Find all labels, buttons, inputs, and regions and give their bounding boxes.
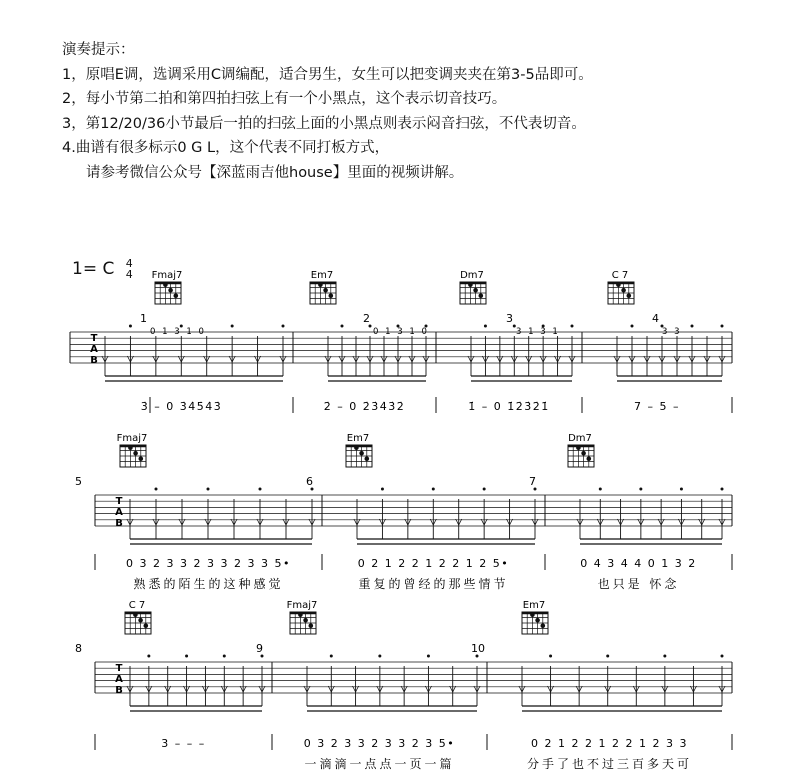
- lyric-line: 分手了也不过三百多天可: [526, 757, 693, 771]
- chord-finger-dot: [468, 282, 473, 287]
- measure-number: 1: [140, 312, 147, 325]
- measure-number: 5: [75, 475, 82, 488]
- mute-dot: [155, 488, 158, 491]
- mute-dot: [721, 325, 724, 328]
- measure-number: 3: [506, 312, 513, 325]
- tab-clef-letter: A: [115, 507, 123, 518]
- chord-finger-dot: [627, 293, 632, 298]
- mute-dot: [129, 325, 132, 328]
- chord-name: C 7: [128, 600, 146, 611]
- tab-clef-letter: B: [115, 685, 123, 696]
- mute-dot: [432, 488, 435, 491]
- lyric-line: 重复的曾经的那些情节: [358, 577, 509, 591]
- mute-dot: [207, 488, 210, 491]
- chord-name: Em7: [346, 433, 370, 444]
- chord-finger-dot: [298, 612, 303, 617]
- jianpu-notation: 0 2 1 2 2 1 2 2 1 2 3 3: [531, 737, 688, 750]
- mute-dot: [663, 655, 666, 658]
- chord-finger-dot: [354, 445, 359, 450]
- chord-finger-dot: [128, 445, 133, 450]
- chord-finger-dot: [139, 456, 144, 461]
- chord-finger-dot: [616, 282, 621, 287]
- mute-dot: [185, 655, 188, 658]
- chord-finger-dot: [479, 293, 484, 298]
- mute-dot: [369, 325, 372, 328]
- mute-dot: [549, 655, 552, 658]
- note-line-4: 4.曲谱有很多标示0 G L，这个代表不同打板方式，: [62, 140, 390, 157]
- chord-finger-dot: [329, 293, 334, 298]
- mute-dot: [147, 655, 150, 658]
- mute-dot: [691, 325, 694, 328]
- chord-finger-dot: [581, 451, 586, 456]
- chord-name: C 7: [611, 270, 629, 281]
- chord-finger-dot: [144, 623, 149, 628]
- chord-finger-dot: [365, 456, 370, 461]
- note-line-5: 请参考微信公众号【深蓝雨吉他house】里面的视频讲解。: [86, 164, 464, 181]
- mute-dot: [259, 488, 262, 491]
- chord-name: Fmaj7: [286, 600, 318, 611]
- chord-finger-dot: [168, 288, 173, 293]
- notes-heading: 演奏提示：: [62, 42, 135, 58]
- measure-number: 2: [363, 312, 370, 325]
- lyric-line: 熟悉的陌生的这种感觉: [133, 577, 284, 591]
- jianpu-notation: 0 3 2 3 3 2 3 3 2 3 5•: [303, 737, 456, 750]
- mute-dot: [231, 325, 234, 328]
- note-line-2: 2，每小节第二拍和第四拍扫弦上有一个小黑点，这个表示切音技巧。: [62, 91, 507, 108]
- measure-number: 10: [471, 642, 485, 655]
- tab-fret-numbers: 0 1 3 1 0: [150, 327, 206, 337]
- mute-dot: [378, 655, 381, 658]
- time-bottom: 4: [125, 268, 133, 281]
- jianpu-notation: 0 4 3 4 4 0 1 3 2: [580, 557, 697, 570]
- tab-clef-letter: B: [90, 355, 98, 366]
- chord-finger-dot: [138, 618, 143, 623]
- note-line-3: 3，第12/20/36小节最后一拍的扫弦上面的小黑点则表示闷音扫弦，不代表切音。: [62, 115, 586, 132]
- mute-dot: [341, 325, 344, 328]
- mute-dot: [484, 325, 487, 328]
- chord-name: Em7: [310, 270, 334, 281]
- tab-fret-numbers: 0 1 3 1 0: [373, 327, 429, 337]
- mute-dot: [599, 488, 602, 491]
- chord-finger-dot: [473, 288, 478, 293]
- chord-finger-dot: [303, 618, 308, 623]
- chord-finger-dot: [587, 456, 592, 461]
- mute-dot: [571, 325, 574, 328]
- chord-name: Em7: [522, 600, 546, 611]
- chord-finger-dot: [133, 612, 138, 617]
- chord-finger-dot: [174, 293, 179, 298]
- measure-number: 6: [306, 475, 313, 488]
- jianpu-notation: 3̇ – 0 3̇4̇5̇4̇3̇: [140, 400, 223, 413]
- mute-dot: [631, 325, 634, 328]
- mute-dot: [381, 488, 384, 491]
- tab-clef-letter: T: [115, 496, 123, 507]
- chord-finger-dot: [309, 623, 314, 628]
- tab-clef-letter: B: [115, 518, 123, 529]
- chord-finger-dot: [318, 282, 323, 287]
- measure-number: 7: [529, 475, 536, 488]
- chord-finger-dot: [530, 612, 535, 617]
- tab-clef-letter: T: [115, 663, 123, 674]
- chord-finger-dot: [133, 451, 138, 456]
- jianpu-notation: 0 2 1 2 2 1 2 2 1 2 5•: [357, 557, 510, 570]
- jianpu-notation: 1̇ – 0 1̇2̇3̇2̇1̇: [468, 400, 550, 413]
- measure-number: 8: [75, 642, 82, 655]
- jianpu-notation: 0 3 2 3 3 2 3 3 2 3 3 5•: [126, 557, 291, 570]
- measure-number: 4: [652, 312, 659, 325]
- chord-name: Fmaj7: [151, 270, 183, 281]
- jianpu-notation: 3 – – –: [161, 737, 206, 750]
- lyric-line: 也只是 怀念: [597, 577, 680, 591]
- chord-name: Dm7: [568, 433, 592, 444]
- mute-dot: [606, 655, 609, 658]
- jianpu-notation: 2̇ – 0 2̇3̇4̇3̇2̇: [323, 400, 406, 413]
- note-line-1: 1，原唱E调，选调采用C调编配，适合男生，女生可以把变调夹夹在第3-5品即可。: [62, 66, 593, 83]
- chord-finger-dot: [621, 288, 626, 293]
- chord-name: Dm7: [460, 270, 484, 281]
- mute-dot: [282, 325, 285, 328]
- tab-fret-numbers: 3 3: [662, 327, 682, 337]
- mute-dot: [721, 488, 724, 491]
- measure-number: 9: [256, 642, 263, 655]
- tab-clef-letter: T: [90, 333, 98, 344]
- key-label: 1= C: [72, 259, 115, 279]
- tab-clef-letter: A: [115, 674, 123, 685]
- tab-fret-numbers: 3 1 3 1: [516, 327, 560, 337]
- chord-finger-dot: [535, 618, 540, 623]
- time-top: 4: [125, 257, 133, 270]
- mute-dot: [330, 655, 333, 658]
- chord-finger-dot: [323, 288, 328, 293]
- chord-name: Fmaj7: [116, 433, 148, 444]
- jianpu-notation: 7 – 5 –: [634, 400, 680, 413]
- mute-dot: [223, 655, 226, 658]
- chord-finger-dot: [359, 451, 364, 456]
- chord-finger-dot: [576, 445, 581, 450]
- mute-dot: [721, 655, 724, 658]
- lyric-line: 一滴滴一点点一页一篇: [304, 757, 455, 771]
- mute-dot: [639, 488, 642, 491]
- tab-clef-letter: A: [90, 344, 98, 355]
- chord-finger-dot: [541, 623, 546, 628]
- mute-dot: [680, 488, 683, 491]
- mute-dot: [483, 488, 486, 491]
- mute-dot: [427, 655, 430, 658]
- chord-finger-dot: [163, 282, 168, 287]
